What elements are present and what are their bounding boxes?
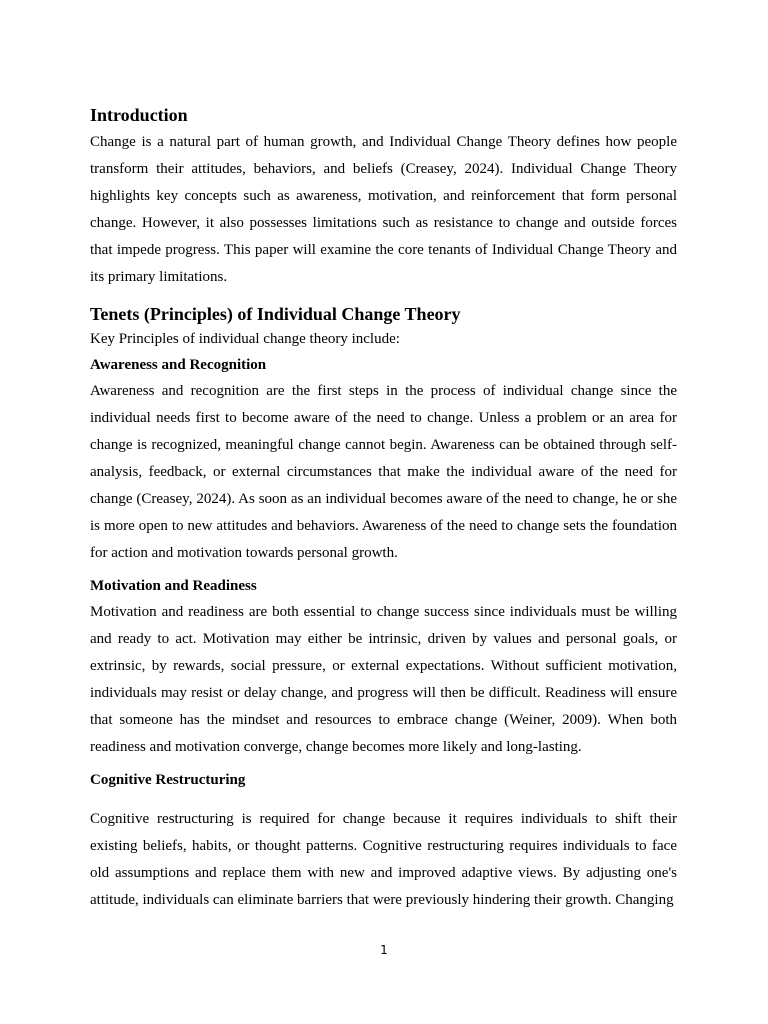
introduction-heading: Introduction	[90, 105, 188, 125]
awareness-paragraph: Awareness and recognition are the first steps in the process of individual change since the individual needs first to become aware of the need to change. Unless a problem or an area for change is recognized, meaningful change cannot begin. Awareness can be obtained through self-analysis, feedback, or external circumstances that make the individual aware of the need for change (Creasey, 2024). As soon as an individual becomes aware of the need to change, he or she is more open to new attitudes and behaviors. Awareness of the need to change sets the foundation for action and motivation towards personal growth.	[90, 383, 677, 561]
cognitive-paragraph: Cognitive restructuring is required for change because it requires individuals to shift their existing beliefs, habits, or thought patterns. Cognitive restructuring requires individuals to face old assumptions and replace them with new and improved adaptive views. By adjusting one's attitude, individuals can eliminate barriers that were previously hindering their growth. Changing	[90, 811, 677, 908]
motivation-heading: Motivation and Readiness	[90, 578, 257, 594]
motivation-paragraph: Motivation and readiness are both essential to change success since individuals must be willing and ready to act. Motivation may either be intrinsic, driven by values and personal goals, or extrinsic, by rewards, social pressure, or external expectations. Without sufficient motivation, individuals may resist or delay change, and progress will then be difficult. Readiness will ensure that someone has the mindset and resources to embrace change (Weiner, 2009). When both readiness and motivation converge, change becomes more likely and long-lasting.	[90, 604, 677, 755]
cognitive-heading: Cognitive Restructuring	[90, 772, 246, 788]
page-content	[90, 104, 677, 914]
tenets-lead: Key Principles of individual change theory include:	[90, 331, 400, 347]
tenets-heading: Tenets (Principles) of Individual Change Theory	[90, 304, 461, 324]
awareness-heading: Awareness and Recognition	[90, 357, 267, 373]
introduction-paragraph: Change is a natural part of human growth, and Individual Change Theory defines how people transform their attitudes, behaviors, and beliefs (Creasey, 2024). Individual Change Theory highlights key concepts such as awareness, motivation, and reinforcement that form personal change. However, it also possesses limitations such as resistance to change and outside forces that impede progress. This paper will examine the core tenants of Individual Change Theory and its primary limitations.	[90, 134, 677, 285]
page-number: 1	[380, 943, 388, 957]
